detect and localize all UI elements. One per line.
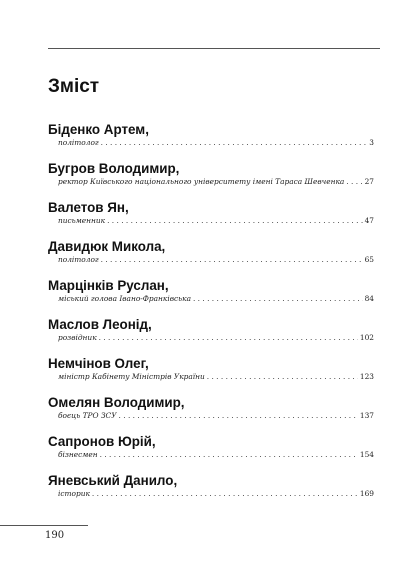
top-divider (48, 48, 380, 49)
toc-entry-line (48, 294, 374, 304)
toc-entry-page: 3 (369, 138, 374, 147)
toc-entry[interactable] (48, 161, 374, 200)
dot-leader (207, 372, 358, 382)
toc-entry-role: бізнесмен (58, 450, 98, 459)
toc-entry-role: політолог (58, 138, 99, 147)
toc-entry-line (48, 450, 374, 460)
toc-entry-line (48, 255, 374, 265)
toc-entry-page: 169 (359, 489, 374, 498)
toc-entry[interactable] (48, 239, 374, 278)
toc-entry-page: 137 (359, 411, 374, 420)
toc-entry-line (48, 216, 374, 226)
toc-entry-line (48, 372, 374, 382)
toc-entry-role: ректор Київського національного університету імені Тараса Шевченка (58, 177, 345, 186)
toc-entry-name: Омелян Володимир, (48, 395, 185, 410)
toc-entry-line (48, 177, 374, 187)
toc-entry-name: Немчінов Олег, (48, 356, 149, 371)
toc-entry-line (48, 489, 374, 499)
page-title: Зміст (48, 76, 100, 97)
toc-entry[interactable] (48, 356, 374, 395)
toc-entry-role: політолог (58, 255, 99, 264)
dot-leader (193, 294, 363, 304)
toc-entry-name: Сапронов Юрій, (48, 434, 156, 449)
toc-entry-page: 65 (364, 255, 374, 264)
toc-entry-role: історик (58, 489, 90, 498)
toc-entry-role: боєць ТРО ЗСУ (58, 411, 117, 420)
toc-entry[interactable] (48, 200, 374, 239)
footer-divider (0, 525, 88, 526)
toc-entry-name: Бугров Володимир, (48, 161, 180, 176)
toc-entry[interactable] (48, 473, 374, 512)
toc-entry-page: 154 (359, 450, 374, 459)
dot-leader (119, 411, 358, 421)
toc-entry-name: Марцінків Руслан, (48, 278, 169, 293)
toc-entry-name: Яневський Данило, (48, 473, 178, 488)
toc-entry-name: Маслов Леонід, (48, 317, 152, 332)
table-of-contents (48, 122, 374, 512)
toc-entry[interactable] (48, 278, 374, 317)
toc-entry[interactable] (48, 395, 374, 434)
dot-leader (100, 450, 358, 460)
toc-entry[interactable] (48, 317, 374, 356)
dot-leader (107, 216, 363, 226)
dot-leader (99, 333, 358, 343)
toc-entry-page: 84 (364, 294, 374, 303)
toc-entry-line (48, 411, 374, 421)
toc-entry-page: 27 (364, 177, 374, 186)
toc-entry[interactable] (48, 122, 374, 161)
toc-entry-page: 123 (359, 372, 374, 381)
toc-entry-role: міністр Кабінету Міністрів України (58, 372, 205, 381)
toc-entry-page: 102 (359, 333, 374, 342)
toc-entry-line (48, 333, 374, 343)
toc-entry-role: розвідник (58, 333, 97, 342)
page-number: 190 (45, 530, 65, 541)
toc-entry[interactable] (48, 434, 374, 473)
toc-entry-role: письменник (58, 216, 106, 225)
toc-entry-page: 47 (364, 216, 374, 225)
dot-leader (92, 489, 358, 499)
dot-leader (101, 138, 368, 148)
dot-leader (346, 177, 362, 187)
toc-entry-name: Біденко Артем, (48, 122, 149, 137)
dot-leader (101, 255, 363, 265)
toc-entry-line (48, 138, 374, 148)
toc-entry-role: міський голова Івано-Франківська (58, 294, 191, 303)
toc-entry-name: Давидюк Микола, (48, 239, 166, 254)
toc-entry-name: Валетов Ян, (48, 200, 129, 215)
